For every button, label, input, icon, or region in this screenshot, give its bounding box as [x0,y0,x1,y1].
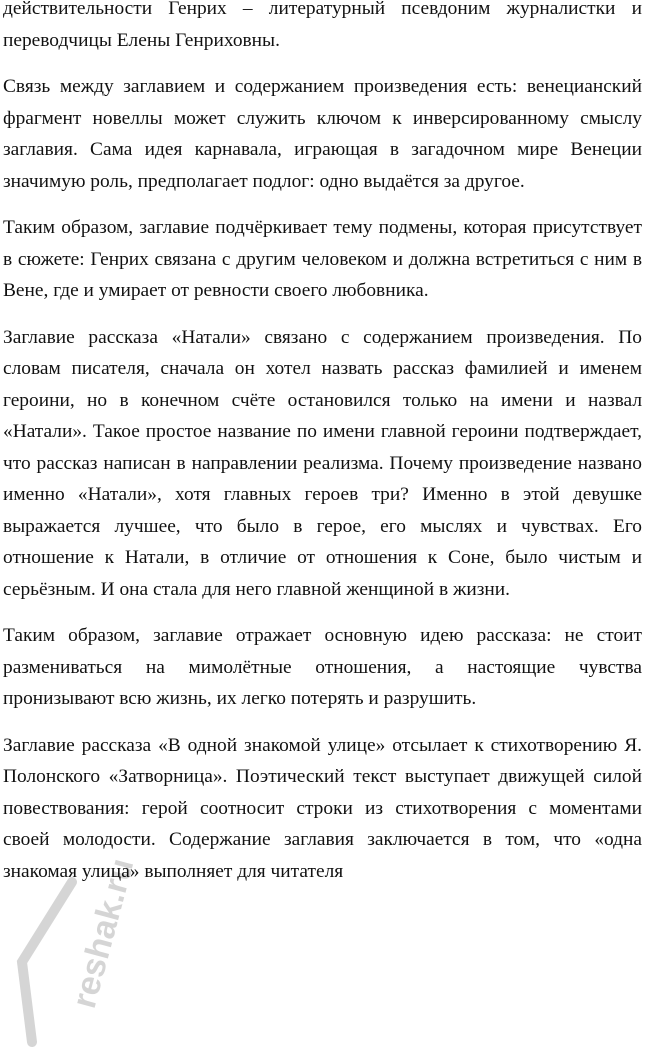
paragraph-familiar-street: Заглавие рассказа «В одной знакомой улице» отсылает к стихотворению Я. Полонского «Затворница». Поэтический текст выступает движущей силой повествования: герой соотносит строки из стихотворения с моментами своей молодости. Содержание заглавия заключается в том, что «одна знакомая улица» выполняет для читателя [3,734,642,882]
paragraph-natali: Заглавие рассказа «Натали» связано с содержанием произведения. По словам писателя, сначала он хотел назвать рассказ фамилией и именем героини, но в конечном счёте остановился только на имени и назвал «Натали». Такое простое название по имени главной героини подтверждает, что рассказ написан в направлении реализма. Почему произведение названо именно «Натали», хотя главных героев три? Именно в этой девушке выражается лучшее, что было в герое, его мыслях и чувствах. Его отношение к Натали, в отличие от отношения к Соне, было чистым и серьёзным. И она стала для него главной женщиной в жизни. [3,326,642,600]
paragraph-title-content-link: Связь между заглавием и содержанием произведения есть: венецианский фрагмент новеллы может служить ключом к инверсированному смыслу заглавия. Сама идея карнавала, играющая в загадочном мире Венеции значимую роль, предполагает подлог: одно выдаётся за другое. [3,76,642,192]
paragraph-natali-conclusion: Таким образом, заглавие отражает основную идею рассказа: не стоит размениваться на мимолётные отношения, а настоящие чувства пронизывают всю жизнь, их легко потерять и разрушить. [3,625,642,709]
paragraph-henrikh-pseudonym: действительности Генрих – литературный псевдоним журналистки и переводчицы Елены Генриховны. [3,0,642,51]
paragraph-substitution-theme: Таким образом, заглавие подчёркивает тему подмены, которая присутствует в сюжете: Генрих связана с другим человеком и должна встретиться с ним в Вене, где и умирает от ревности своего любовника. [3,217,642,301]
watermark-text: reshak.ru [65,854,142,1013]
